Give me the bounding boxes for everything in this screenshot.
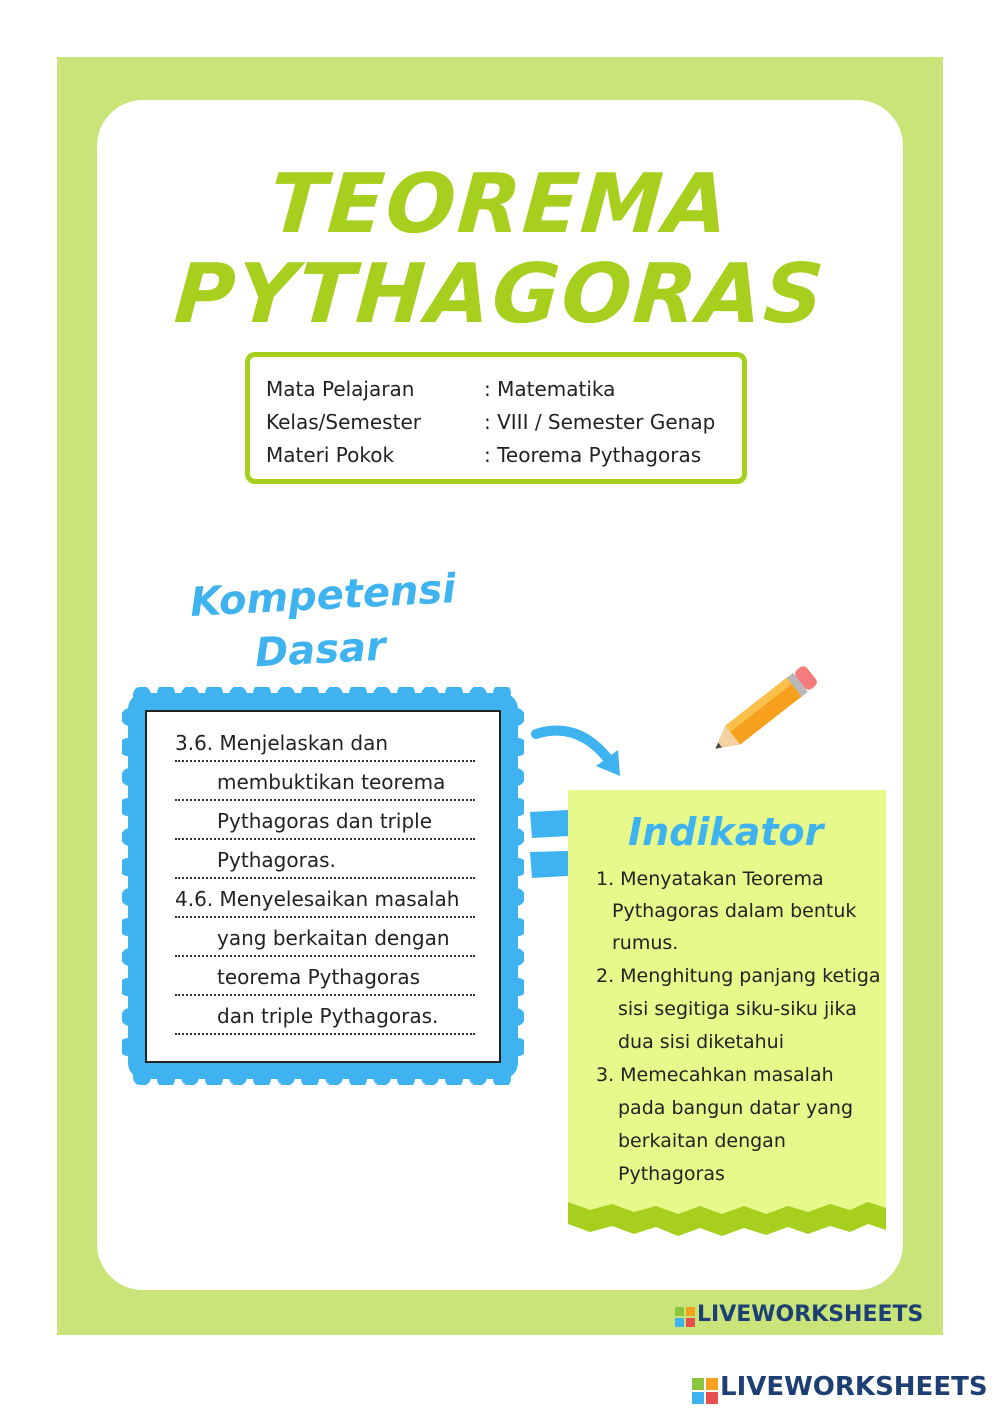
kompetensi-line: teorema Pythagoras xyxy=(175,960,475,996)
indikator-line: Pythagoras dalam bentuk xyxy=(612,900,857,922)
kompetensi-line: 4.6. Menyelesaikan masalah xyxy=(175,882,475,918)
info-value: : VIII / Semester Genap xyxy=(484,410,716,434)
pencil-icon xyxy=(698,652,826,770)
indikator-line: dua sisi diketahui xyxy=(618,1031,784,1053)
inner-liveworksheets-logo: LIVEWORKSHEETS xyxy=(697,1302,924,1327)
indikator-line: 2. Menghitung panjang ketiga xyxy=(596,965,881,987)
info-value: : Teorema Pythagoras xyxy=(484,443,702,467)
indikator-line: berkaitan dengan xyxy=(618,1130,786,1152)
indikator-line: pada bangun datar yang xyxy=(618,1097,854,1119)
indikator-line: rumus. xyxy=(612,932,679,954)
indikator-heading: Indikator xyxy=(628,810,824,854)
curved-arrow-icon xyxy=(530,720,630,780)
info-value: : Matematika xyxy=(484,377,616,401)
kompetensi-content-box xyxy=(145,710,501,1063)
info-key: Kelas/Semester xyxy=(266,410,421,434)
title-line-2: PYTHAGORAS xyxy=(171,247,829,342)
liveworksheets-logo-icon xyxy=(692,1378,718,1404)
lesson-info-box xyxy=(245,352,747,484)
kompetensi-line: Pythagoras dan triple xyxy=(175,804,475,840)
indikator-line: 3. Memecahkan masalah xyxy=(596,1064,834,1086)
kompetensi-line: yang berkaitan dengan xyxy=(175,921,475,957)
liveworksheets-logo-icon xyxy=(675,1307,695,1327)
indikator-line: 1. Menyatakan Teorema xyxy=(596,868,824,890)
kompetensi-line: Pythagoras. xyxy=(175,843,475,879)
info-key: Mata Pelajaran xyxy=(266,377,415,401)
indikator-line: sisi segitiga siku-siku jika xyxy=(618,998,857,1020)
info-key: Materi Pokok xyxy=(266,443,395,467)
kompetensi-heading-line-1: Kompetensi xyxy=(188,566,458,626)
kompetensi-line: dan triple Pythagoras. xyxy=(175,999,475,1035)
kompetensi-line: 3.6. Menjelaskan dan xyxy=(175,726,475,762)
title-line-1: TEOREMA xyxy=(266,157,734,252)
kompetensi-line: membuktikan teorema xyxy=(175,765,475,801)
footer-liveworksheets-logo[interactable]: LIVEWORKSHEETS xyxy=(720,1372,988,1402)
kompetensi-heading-line-2: Dasar xyxy=(253,623,387,677)
indikator-line: Pythagoras xyxy=(618,1163,725,1185)
